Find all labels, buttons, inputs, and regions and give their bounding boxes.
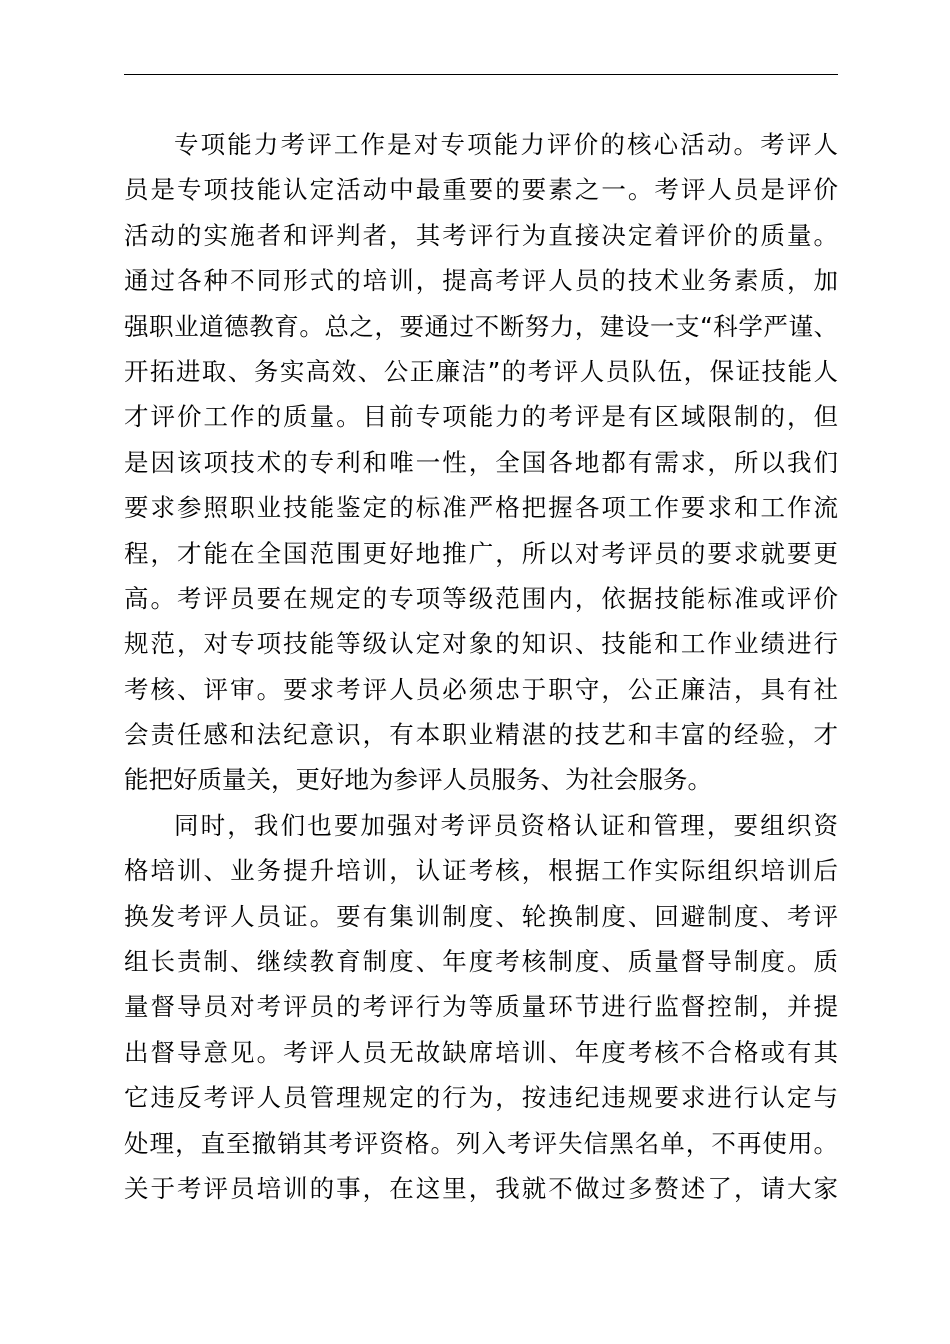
text-line: 换发考评人员证。要有集训制度、轮换制度、回避制度、考评 xyxy=(124,901,838,931)
text-line: 会责任感和法纪意识，有本职业精湛的技艺和丰富的经验，才 xyxy=(124,720,838,750)
header-rule xyxy=(124,74,838,75)
text-line: 强职业道德教育。总之，要通过不断努力，建设一支“科学严谨、 xyxy=(124,311,838,341)
text-line: 能把好质量关，更好地为参评人员服务、为社会服务。 xyxy=(124,765,712,795)
text-line: 程，才能在全国范围更好地推广，所以对考评员的要求就要更 xyxy=(124,538,838,568)
text-line: 组长责制、继续教育制度、年度考核制度、质量督导制度。质 xyxy=(124,947,838,977)
text-line: 它违反考评人员管理规定的行为，按违纪违规要求进行认定与 xyxy=(124,1083,838,1113)
text-line: 员是专项技能认定活动中最重要的要素之一。考评人员是评价 xyxy=(124,175,838,205)
text-line: 量督导员对考评员的考评行为等质量环节进行监督控制，并提 xyxy=(124,992,838,1022)
paragraph xyxy=(124,803,838,1212)
text-line: 格培训、业务提升培训，认证考核，根据工作实际组织培训后 xyxy=(124,856,838,886)
text-line: 开拓进取、务实高效、公正廉洁”的考评人员队伍，保证技能人 xyxy=(124,356,838,386)
text-line: 要求参照职业技能鉴定的标准严格把握各项工作要求和工作流 xyxy=(124,493,838,523)
paragraph xyxy=(124,122,838,803)
text-line: 通过各种不同形式的培训，提高考评人员的技术业务素质，加 xyxy=(124,266,838,296)
text-line: 活动的实施者和评判者，其考评行为直接决定着评价的质量。 xyxy=(124,220,838,250)
text-line: 规范，对专项技能等级认定对象的知识、技能和工作业绩进行 xyxy=(124,629,838,659)
text-line: 关于考评员培训的事，在这里，我就不做过多赘述了，请大家 xyxy=(124,1173,838,1203)
text-line: 考核、评审。要求考评人员必须忠于职守，公正廉洁，具有社 xyxy=(124,674,838,704)
text-line: 高。考评员要在规定的专项等级范围内，依据技能标准或评价 xyxy=(124,583,838,613)
text-line: 才评价工作的质量。目前专项能力的考评是有区域限制的，但 xyxy=(124,402,838,432)
body-text xyxy=(124,122,838,1211)
text-line: 出督导意见。考评人员无故缺席培训、年度考核不合格或有其 xyxy=(124,1037,838,1067)
text-line: 同时，我们也要加强对考评员资格认证和管理，要组织资 xyxy=(174,810,838,840)
text-line: 专项能力考评工作是对专项能力评价的核心活动。考评人 xyxy=(174,130,838,159)
text-line: 处理，直至撤销其考评资格。列入考评失信黑名单，不再使用。 xyxy=(124,1128,838,1158)
text-line: 是因该项技术的专利和唯一性，全国各地都有需求，所以我们 xyxy=(124,447,838,477)
